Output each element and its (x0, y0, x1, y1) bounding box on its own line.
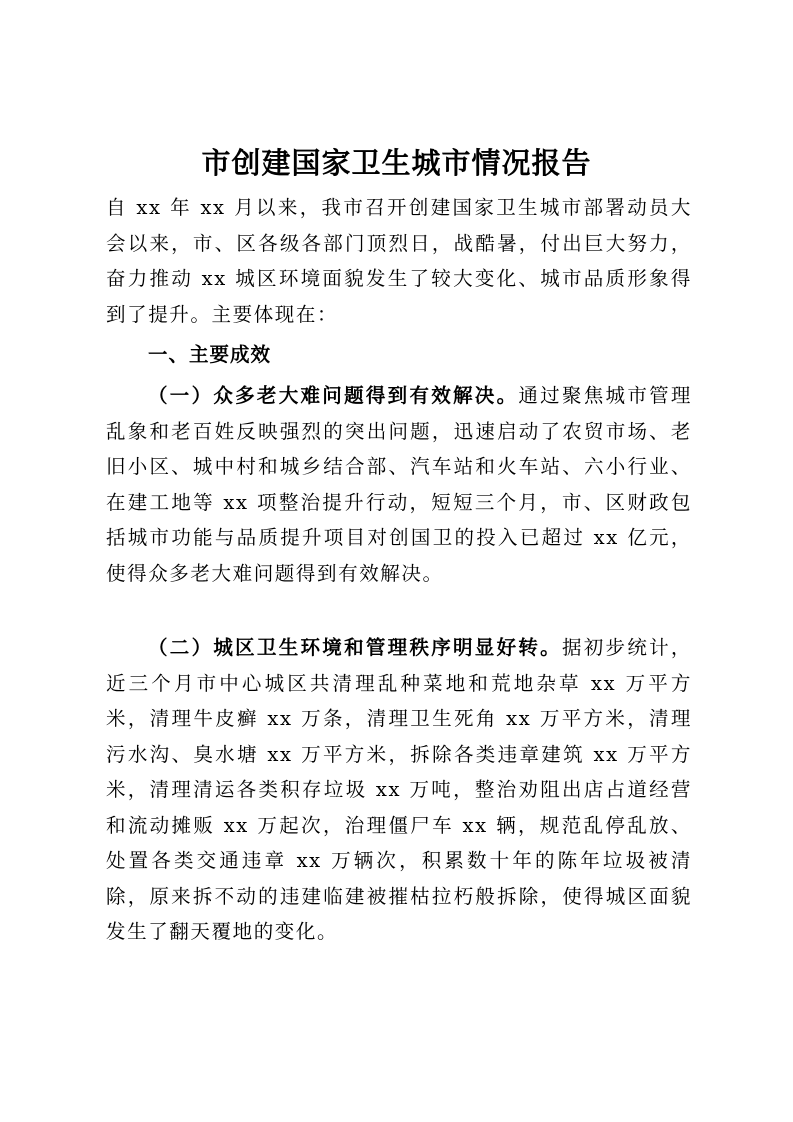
item2-text: 据初步统计，近三个月市中心城区共清理乱种菜地和荒地杂草 xx 万平方米，清理牛皮癣 xx 万条，清理卫生死角 xx 万平方米，清理污水沟、臭水塘 xx 万平方米，拆除各类违章建筑 xx 万平方米，清理清运各类积存垃圾 xx 万吨，整治劝阻出店占道经营和流动摊贩 xx 万起次，治理僵尸车 xx 辆，规范乱停乱放、处置各类交通违章 xx 万辆次，积累数十年的陈年垃圾被清除，原来拆不动的违建临建被摧枯拉朽般拆除，使得城区面貌发生了翻天覆地的变化。 (106, 636, 692, 943)
item2-paragraph (106, 630, 692, 950)
item1-text: 通过聚焦城市管理乱象和老百姓反映强烈的突出问题，迅速启动了农贸市场、老旧小区、城中村和城乡结合部、汽车站和火车站、六小行业、在建工地等 xx 项整治提升行动，短短三个月，市、区财政包括城市功能与品质提升项目对创国卫的投入已超过 xx 亿元，使得众多老大难问题得到有效解决。 (106, 384, 692, 585)
item1-paragraph (106, 378, 692, 591)
section-heading: 一、主要成效 (148, 343, 272, 366)
item2-lead: （二）城区卫生环境和管理秩序明显好转。 (148, 636, 562, 659)
item1-lead: （一）众多老大难问题得到有效解决。 (148, 384, 519, 407)
document-title: 市创建国家卫生城市情况报告 (201, 146, 592, 180)
intro-paragraph: 自 xx 年 xx 月以来，我市召开创建国家卫生城市部署动员大会以来，市、区各级各部门顶烈日，战酷暑，付出巨大努力，奋力推动 xx 城区环境面貌发生了较大变化、城市品质形象得到了提升。主要体现在： (106, 196, 692, 326)
